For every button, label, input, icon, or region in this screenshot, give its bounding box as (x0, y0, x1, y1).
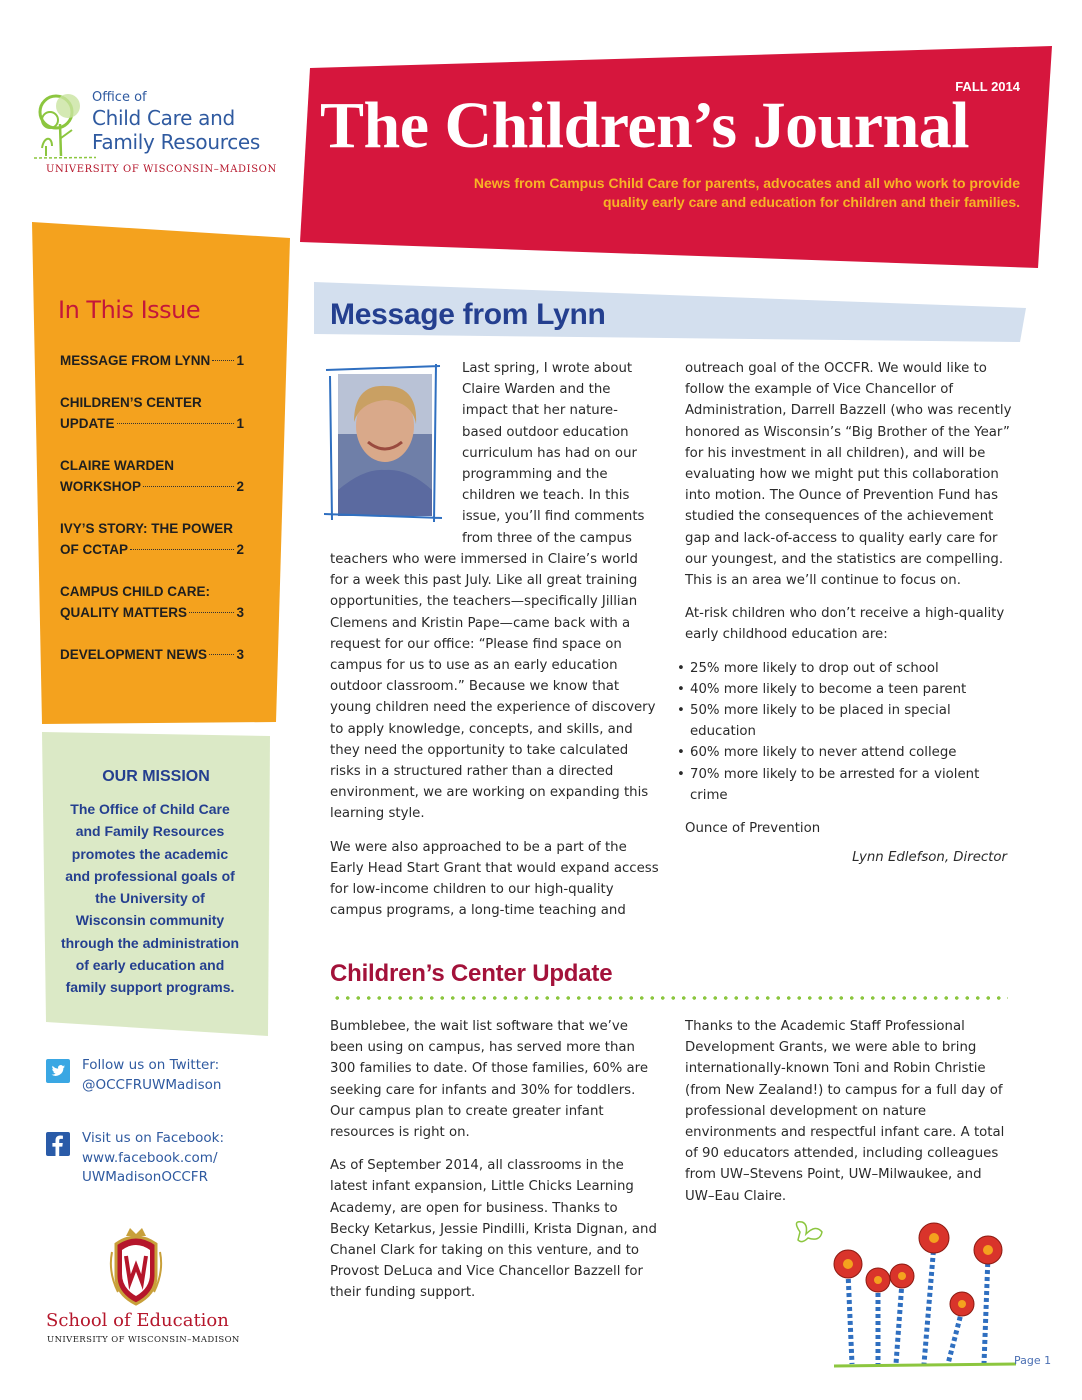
signature: Lynn Edlefson, Director (852, 850, 1007, 866)
statistics-list (685, 658, 1015, 806)
masthead (300, 46, 1052, 268)
toc-leader-dots (143, 486, 234, 487)
update-paragraph: Thanks to the Academic Staff Professional Development Grants, we were able to bring internationally-known Toni and Robin Christie (from New Zealand!) to campus for a full day of professional development on nature environments and respectful infant care. A total of 90 educators attended, including colleagues from UW–Stevens Point, UW–Milwaukee, and UW–Eau Claire. (685, 1019, 1005, 1204)
message-column-1 (330, 549, 660, 921)
message-paragraph: We were also approached to be a part of the Early Head Start Grant that would expand access for low-income children to our high-quality campus programs, a long-time teaching and (330, 839, 659, 919)
toc-item-page: 2 (236, 479, 244, 494)
toc-leader-dots (117, 423, 235, 424)
tagline (380, 174, 1020, 212)
occfr-logo (34, 86, 282, 182)
toc-item-title: DEVELOPMENT NEWS (60, 647, 208, 662)
toc-leader-dots (189, 612, 234, 613)
mission-text: The Office of Child Care and Family Resources promotes the academic and professional goals of the University of Wisconsin community through the administration of early education and family support programs. (60, 801, 240, 996)
toc-item-page: 2 (236, 542, 244, 557)
statistics-list-item: • 25% more likely to drop out of school (677, 658, 1015, 679)
statistics-source: Ounce of Prevention (685, 821, 821, 837)
message-paragraph: outreach goal of the OCCFR. We would like to follow the example of Vice Chancellor of Administration, Darrell Bazzell (who was recently honored as Wisconsin’s “Big Brother of the Year” for his investment in all children), and will be evaluating how we might put this collaboration into motion. The Ounce of Prevention Fund has studied the consequences of the achievement gap and lack-of-access to quality early care for our youngest, and the statistics are compelling. This is an area we’ll continue to focus on. (685, 361, 1012, 589)
update-heading: Children’s Center Update (330, 960, 613, 987)
dotted-divider (332, 996, 1008, 1000)
tree-icon (34, 90, 96, 166)
toc-item[interactable] (60, 581, 244, 623)
toc-item-title: OF CCTAP (60, 542, 128, 557)
facebook-icon[interactable] (46, 1132, 70, 1156)
logo-title-line1: Child Care and (92, 106, 235, 130)
toc-item-page: 1 (236, 416, 244, 431)
toc-item[interactable] (60, 644, 244, 665)
toc-leader-dots (212, 360, 234, 361)
message-paragraph: teachers who were immersed in Claire’s world for a week this past July. Like all great training opportunities, the teachers—specifically Jillian Clemens and Kristin Pape—came back with a request for our office: “Please find space on campus for us to use as an early education outdoor classroom.” Because we know that young children need the experience of discovery to apply knowledge, concepts, and skills, and they need the opportunity to take calculated risks in a structured rather than a directed environment, we are working on expanding this learning style. (330, 552, 656, 822)
facebook-url[interactable]: www.facebook.com/ (82, 1149, 218, 1166)
toc-item-page: 3 (236, 647, 244, 662)
update-paragraph: As of September 2014, all classrooms in the latest infant expansion, Little Chicks Learning Academy, are open for business. Thanks to Becky Ketarkus, Jessie Pindilli, Krista Dignan, and Chanel Clark for taking on this venture, and to Provost DeLuca and Vice Chancellor Bazzell for their funding support. (330, 1158, 657, 1301)
toc-item-title: WORKSHOP (60, 479, 141, 494)
statistics-list-item: • 60% more likely to never attend college (677, 742, 1015, 763)
toc-list (60, 350, 244, 686)
toc-leader-dots (209, 654, 234, 655)
toc-item[interactable] (60, 455, 244, 497)
update-paragraph: Bumblebee, the wait list software that we’ve been using on campus, has served more than 300 families to date. Of those families, 60% are seeking care for infants and 30% for toddlers. Our campus plan to create greater infant resources is right on. (330, 1019, 649, 1141)
toc-item[interactable] (60, 392, 244, 434)
toc-item-title: UPDATE (60, 416, 115, 431)
toc-item[interactable] (60, 518, 244, 560)
toc-leader-dots (130, 549, 234, 550)
statistics-list-item: • 70% more likely to be arrested for a violent crime (677, 764, 1015, 806)
update-column-1 (330, 1016, 660, 1304)
facebook-url-page[interactable]: UWMadisonOCCFR (82, 1169, 208, 1185)
flowers-illustration (790, 1214, 1020, 1374)
toc-item-title: QUALITY MATTERS (60, 605, 187, 620)
facebook-label: Visit us on Facebook: (82, 1130, 225, 1146)
message-paragraph: At-risk children who don’t receive a high-quality early childhood education are: (685, 606, 1005, 643)
logo-university: UNIVERSITY OF WISCONSIN–MADISON (46, 164, 277, 175)
message-column-2 (685, 358, 1015, 868)
statistics-list-item: • 40% more likely to become a teen parent (677, 679, 1015, 700)
school-subtitle: UNIVERSITY OF WISCONSIN–MADISON (47, 1335, 240, 1345)
twitter-icon[interactable] (46, 1059, 70, 1083)
issue-date: FALL 2014 (955, 79, 1020, 94)
tagline-line1: News from Campus Child Care for parents, advocates and all who work to provide (473, 175, 1020, 191)
toc-item-title: CAMPUS CHILD CARE: (60, 584, 210, 599)
uw-crest-icon (108, 1222, 164, 1308)
toc-heading: In This Issue (58, 296, 201, 324)
journal-title: The Children’s Journal (320, 89, 970, 162)
director-photo (324, 362, 442, 524)
statistics-list-item: • 50% more likely to be placed in special education (677, 700, 1015, 742)
toc-item-title: CLAIRE WARDEN (60, 458, 174, 473)
toc-item-title: CHILDREN’S CENTER (60, 395, 202, 410)
tagline-line2: quality early care and education for children and their families. (602, 194, 1020, 210)
toc-item-title: IVY’S STORY: THE POWER (60, 521, 234, 536)
message-intro-wrap: Last spring, I wrote about Claire Warden and the impact that her nature-based outdoor education curriculum has had on our programming and the children we teach. In this issue, you’ll find comments from three of the campus (462, 361, 645, 546)
logo-title-line2: Family Resources (92, 130, 261, 154)
mission-heading: OUR MISSION (102, 768, 210, 785)
toc-item-page: 3 (236, 605, 244, 620)
toc-item-title: MESSAGE FROM LYNN (60, 353, 211, 368)
butterfly-icon (796, 1222, 822, 1242)
school-title: School of Education (46, 1310, 229, 1331)
page-number: Page 1 (1014, 1354, 1052, 1367)
toc-item[interactable] (60, 350, 244, 371)
twitter-label: Follow us on Twitter: (82, 1057, 220, 1073)
update-column-2 (685, 1016, 1015, 1207)
twitter-handle[interactable]: @OCCFRUWMadison (82, 1076, 222, 1093)
toc-item-page: 1 (236, 353, 244, 368)
logo-office-text: Office of (92, 90, 147, 105)
message-heading: Message from Lynn (330, 298, 606, 331)
facebook-text[interactable] (82, 1129, 224, 1188)
twitter-text[interactable] (82, 1056, 221, 1095)
